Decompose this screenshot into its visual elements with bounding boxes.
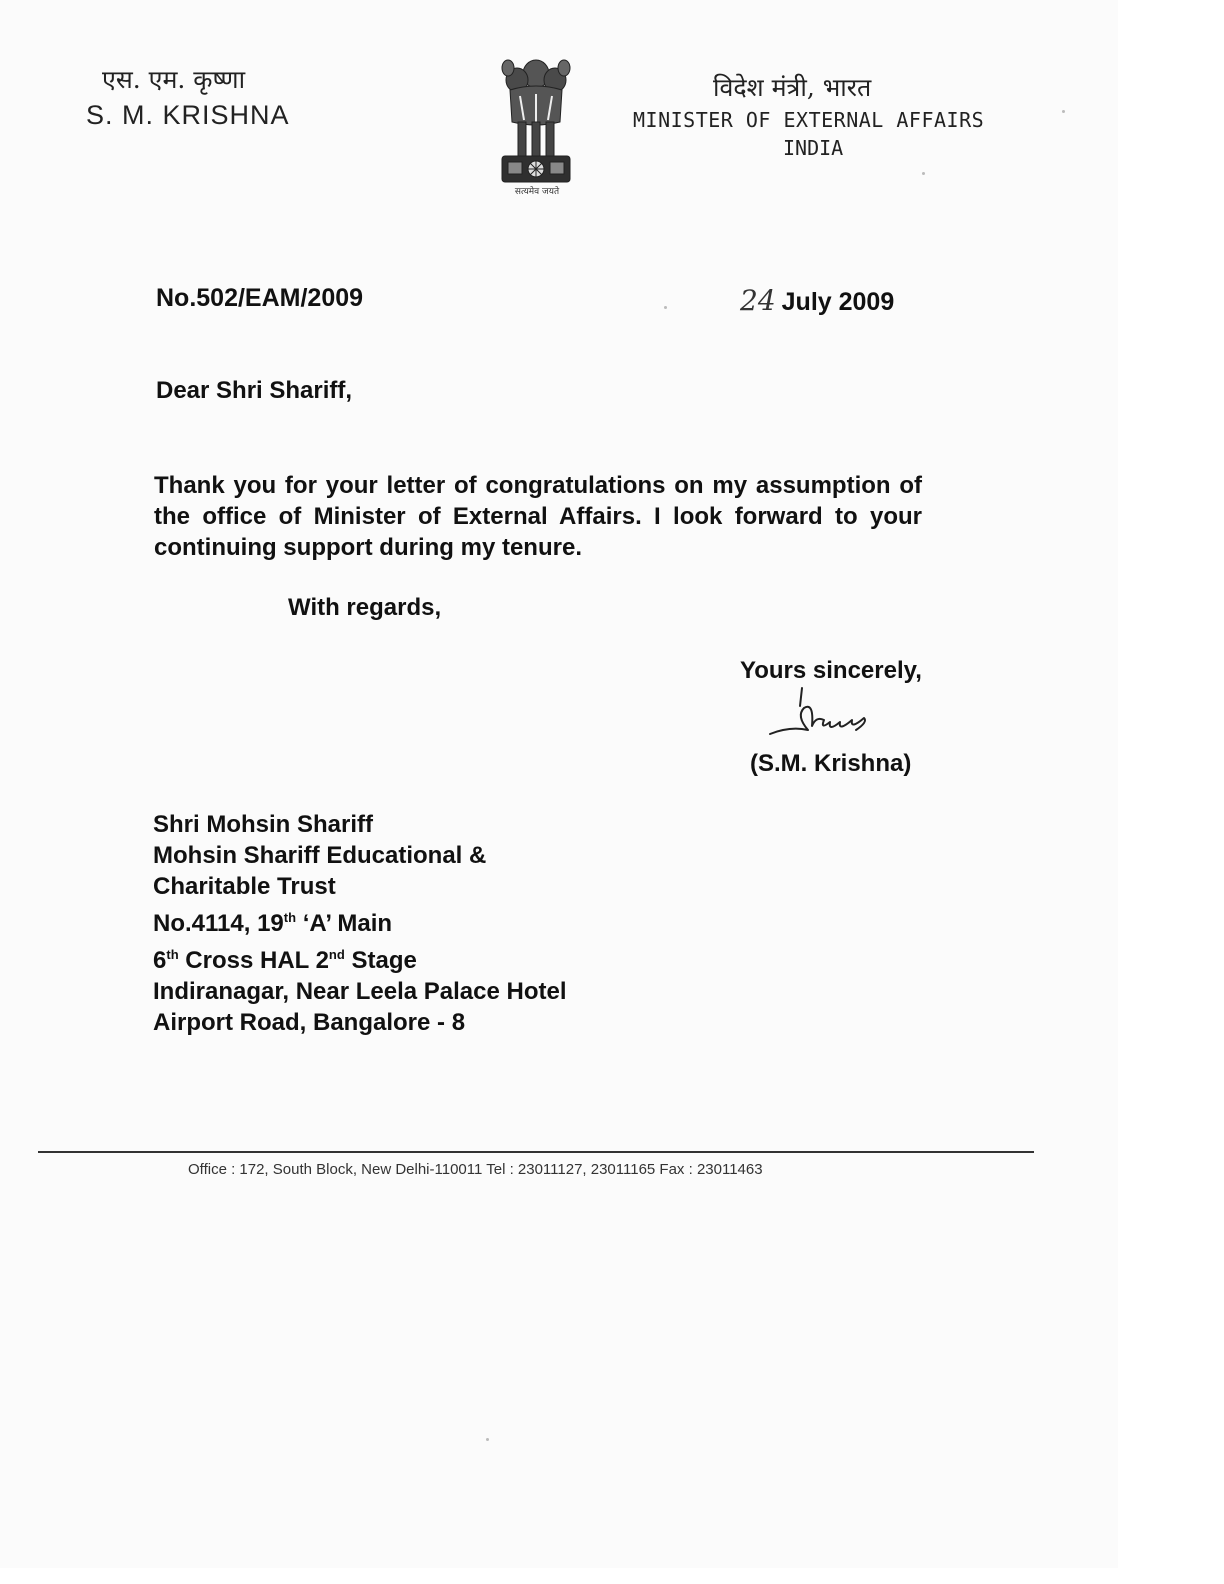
address-text: No.4114, 19 [153,910,284,937]
address-text: Cross HAL 2 [178,947,329,974]
sender-name: S. M. KRISHNA [86,100,290,130]
letter-body [154,470,922,563]
date-month-year: July 2009 [781,288,895,316]
footer-office-line: Office : 172, South Block, New Delhi-110011 Tel : 23011127, 23011165 Fax : 23011463 [188,1161,763,1178]
ordinal-suffix: th [283,910,297,925]
salutation: Dear Shri Shariff, [156,377,353,404]
address-text: ‘A’ Main [296,910,393,937]
letter-body-text: Thank you for your letter of congratulations on my assumption of the office of Minister of External Affairs. I look forward to your continuing support during my tenure. [154,472,922,561]
signatory-name: (S.M. Krishna) [750,750,912,777]
regards: With regards, [288,594,442,621]
scan-speck [664,306,667,309]
office-title-hindi: विदेश मंत्री, भारत [713,73,872,102]
letter-date [740,284,894,317]
sender-name-hindi: एस. एम. कृष्णा [102,65,246,94]
footer-divider [38,1151,1034,1153]
office-country: INDIA [783,136,844,160]
address-line: Airport Road, Bangalore - 8 [153,1009,466,1036]
address-line: Mohsin Shariff Educational & [153,842,487,869]
ordinal-suffix: th [166,947,179,962]
scan-speck [1062,110,1065,113]
signature [760,686,890,746]
reference-number: No.502/EAM/2009 [156,284,364,312]
recipient-address [153,809,567,1038]
address-line: Charitable Trust [153,873,336,900]
ordinal-suffix: nd [328,947,345,962]
scan-speck [486,1438,489,1441]
address-line: Shri Mohsin Shariff [153,811,374,838]
address-line [153,902,567,939]
closing: Yours sincerely, [740,657,922,684]
office-title: MINISTER OF EXTERNAL AFFAIRS [633,108,985,132]
scan-speck [922,172,925,175]
address-line: Indiranagar, Near Leela Palace Hotel [153,978,567,1005]
emblem-motto: सत्यमेव जयते [514,187,560,197]
national-emblem-icon [490,52,582,200]
address-line [153,939,567,976]
address-text: Stage [344,947,417,974]
date-day-handwritten: 24 [740,284,776,317]
address-text: 6 [153,947,167,974]
